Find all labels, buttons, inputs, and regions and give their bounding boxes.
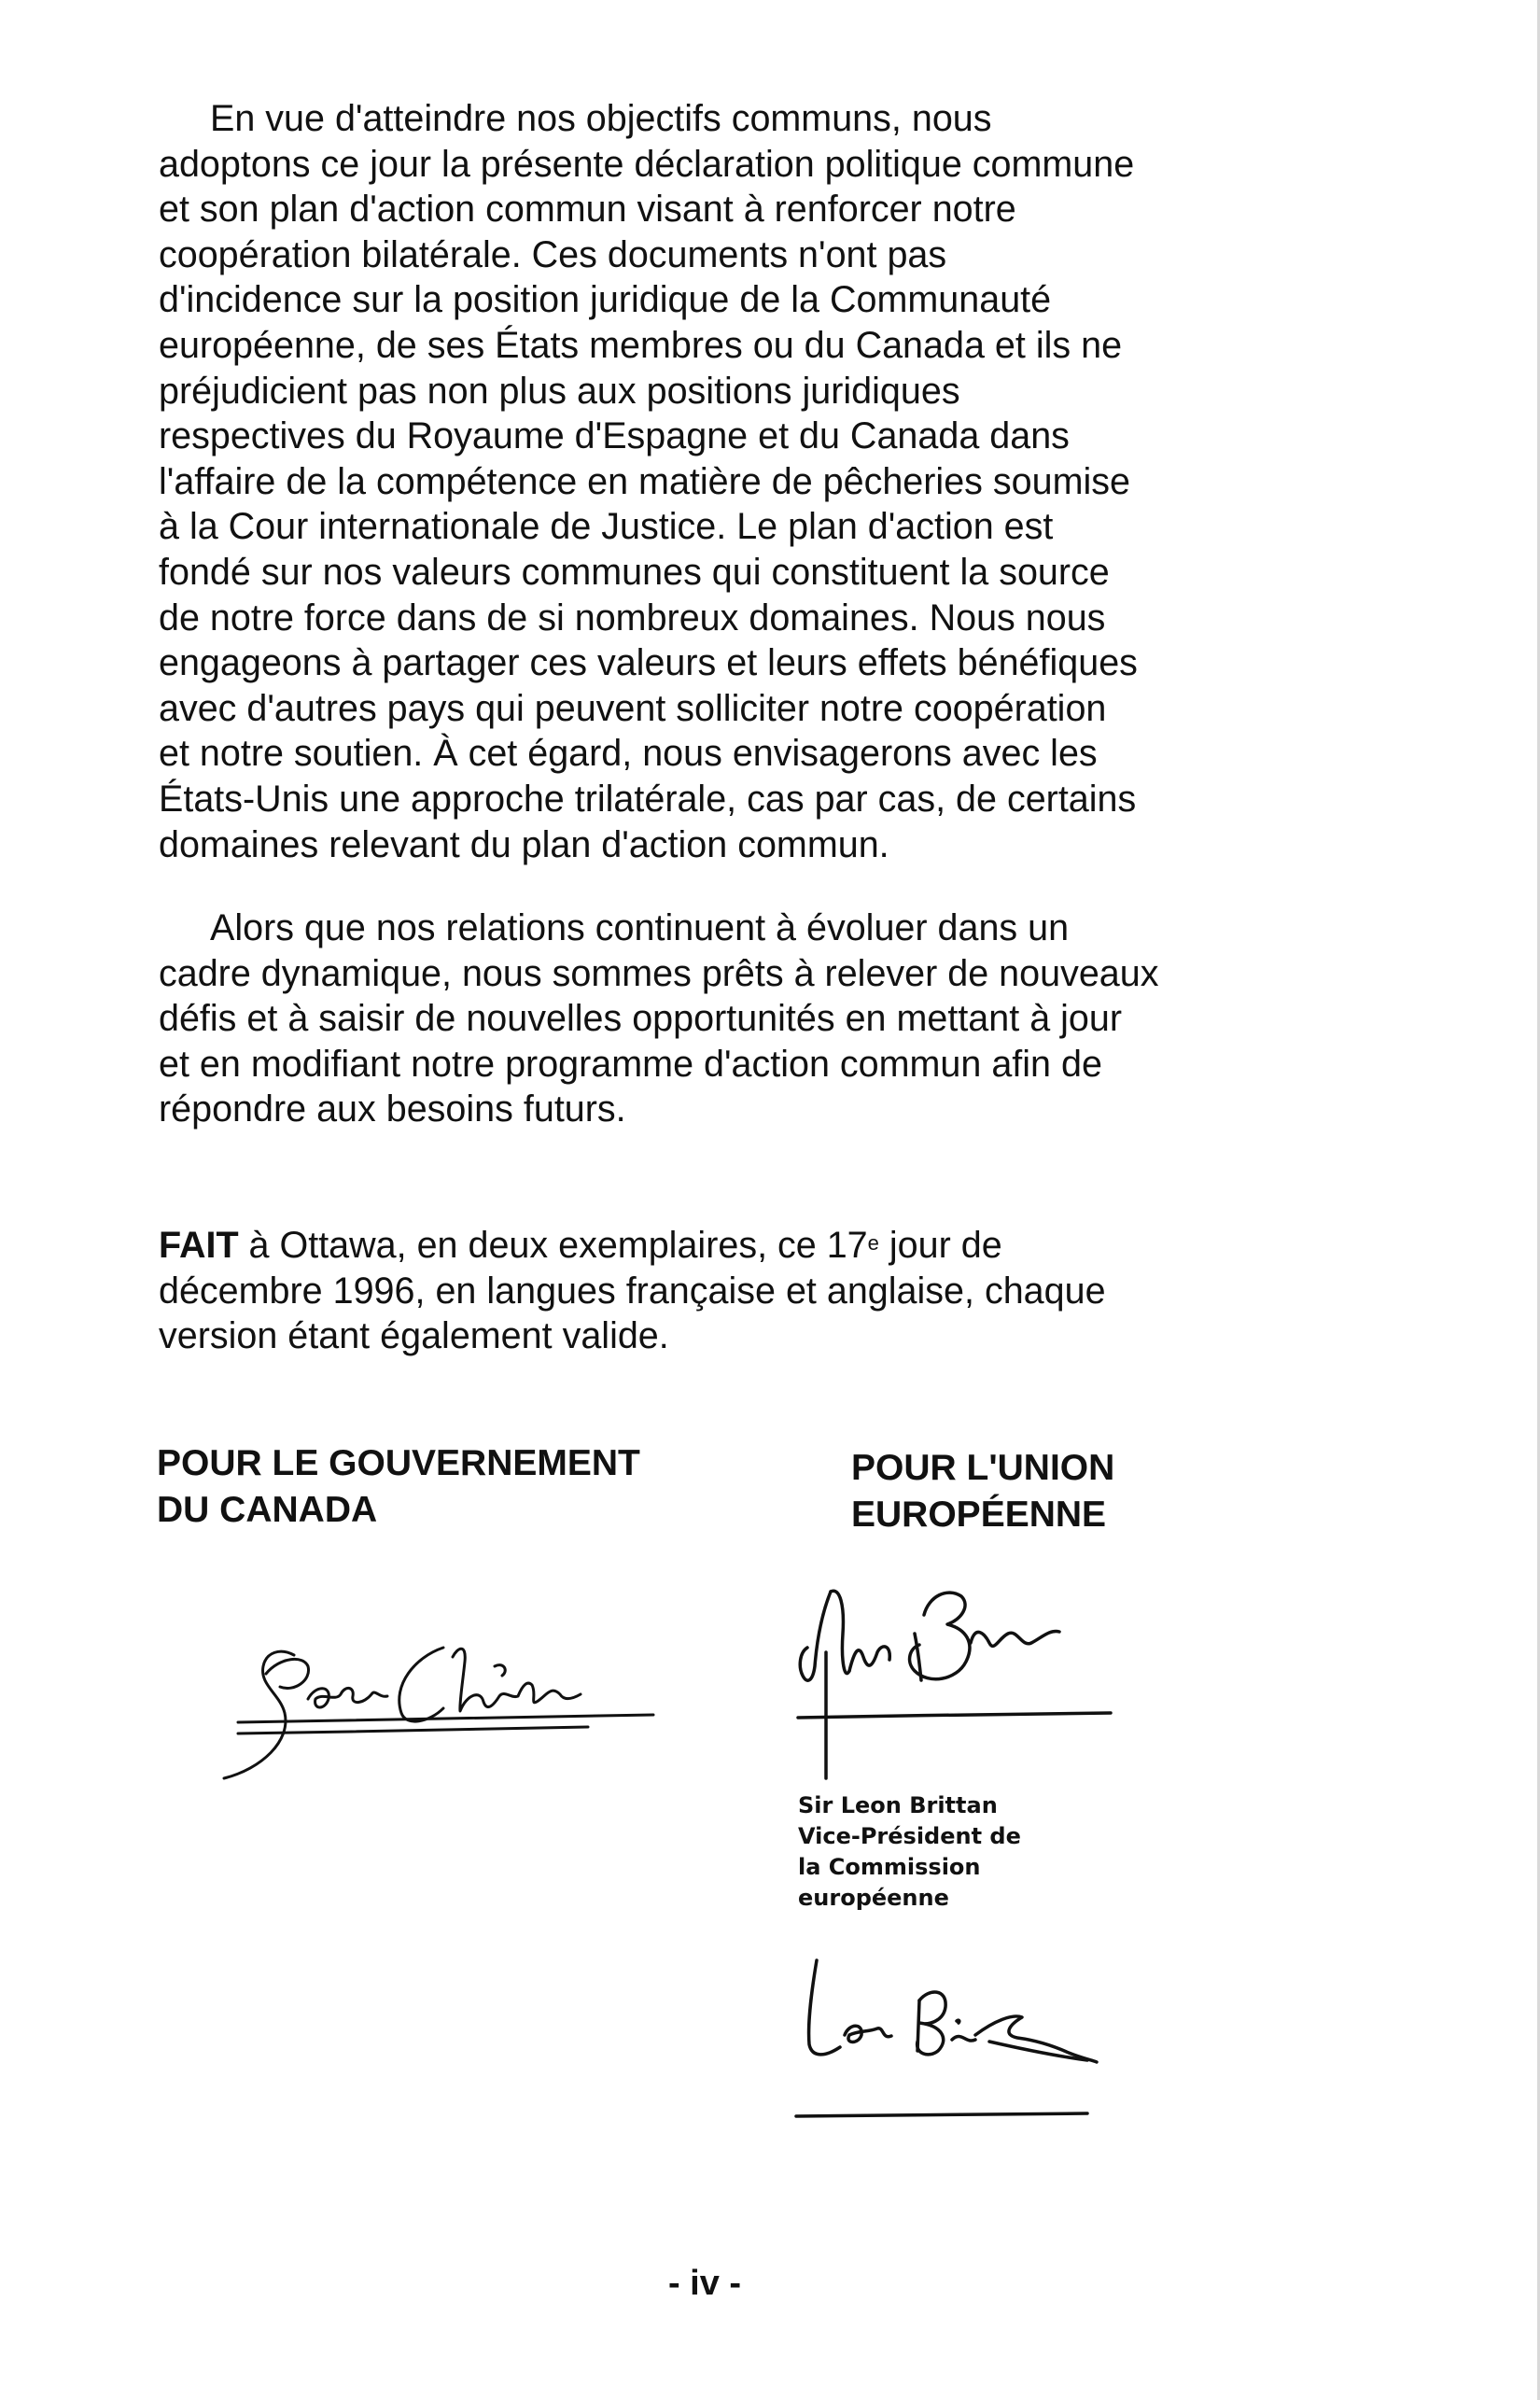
paragraph-line: États-Unis une approche trilatérale, cas par cas, de certains [159, 778, 1137, 820]
paragraph-line: En vue d'atteindre nos objectifs communs, nous [210, 98, 992, 139]
paragraph-line: adoptons ce jour la présente déclaration politique commune [159, 143, 1135, 185]
caption-line: la Commission [798, 1854, 981, 1880]
caption-line: Sir Leon Brittan [798, 1792, 998, 1818]
paragraph-line: européenne, de ses États membres ou du Canada et ils ne [159, 324, 1123, 366]
signature-chretien [215, 1629, 663, 1778]
closing-place: à Ottawa, en deux exemplaires, ce 17 [238, 1225, 868, 1266]
paragraph-line: engageons à partager ces valeurs et leurs effets bénéfiques [159, 642, 1138, 684]
closing-line: version étant également valide. [159, 1315, 669, 1357]
closing-day: jour de [878, 1225, 1002, 1266]
paragraph-line: défis et à saisir de nouvelles opportunités en mettant à jour [159, 998, 1122, 1040]
signatory-caption [798, 1790, 1021, 1914]
paragraph-relations [159, 905, 1297, 1132]
heading-european-union [851, 1445, 1114, 1538]
paragraph-line: Alors que nos relations continuent à évoluer dans un [210, 907, 1070, 948]
heading-government-of-canada [157, 1440, 640, 1534]
signature-brittan [789, 1956, 1106, 2119]
closing-statement [159, 1223, 1297, 1359]
paragraph-line: cadre dynamique, nous sommes prêts à relever de nouveaux [159, 952, 1159, 994]
paragraph-objectives [159, 96, 1297, 867]
heading-line: POUR LE GOUVERNEMENT [157, 1443, 640, 1483]
paragraph-line: d'incidence sur la position juridique de la Communauté [159, 279, 1052, 321]
closing-ordinal: e [867, 1231, 879, 1255]
heading-line: EUROPÉENNE [851, 1495, 1107, 1535]
paragraph-line: avec d'autres pays qui peuvent solliciter notre coopération [159, 687, 1107, 729]
paragraph-line: domaines relevant du plan d'action commun. [159, 823, 889, 865]
paragraph-line: l'affaire de la compétence en matière de pêcheries soumise [159, 460, 1130, 502]
heading-line: DU CANADA [157, 1490, 378, 1530]
heading-line: POUR L'UNION [851, 1448, 1115, 1488]
paragraph-line: et en modifiant notre programme d'action commun afin de [159, 1043, 1102, 1085]
caption-line: Vice-Président de [798, 1823, 1021, 1849]
paragraph-line: coopération bilatérale. Ces documents n'ont pas [159, 233, 947, 275]
signature-bruton [789, 1578, 1125, 1783]
closing-lead: FAIT [159, 1225, 239, 1266]
paragraph-line: et notre soutien. À cet égard, nous envisagerons avec les [159, 733, 1098, 775]
paragraph-line: préjudicient pas non plus aux positions juridiques [159, 370, 960, 412]
caption-line: européenne [798, 1885, 949, 1911]
paragraph-line: répondre aux besoins futurs. [159, 1088, 626, 1130]
paragraph-line: de notre force dans de si nombreux domaines. Nous nous [159, 596, 1106, 639]
paragraph-line: à la Cour internationale de Justice. Le plan d'action est [159, 506, 1054, 548]
page-number: - iv - [667, 2264, 742, 2303]
closing-line [159, 1223, 1297, 1269]
paragraph-line: et son plan d'action commun visant à renforcer notre [159, 189, 1016, 231]
paragraph-line: fondé sur nos valeurs communes qui constituent la source [159, 551, 1110, 593]
paragraph-line: respectives du Royaume d'Espagne et du Canada dans [159, 415, 1070, 457]
closing-line: décembre 1996, en langues française et anglaise, chaque [159, 1270, 1106, 1312]
